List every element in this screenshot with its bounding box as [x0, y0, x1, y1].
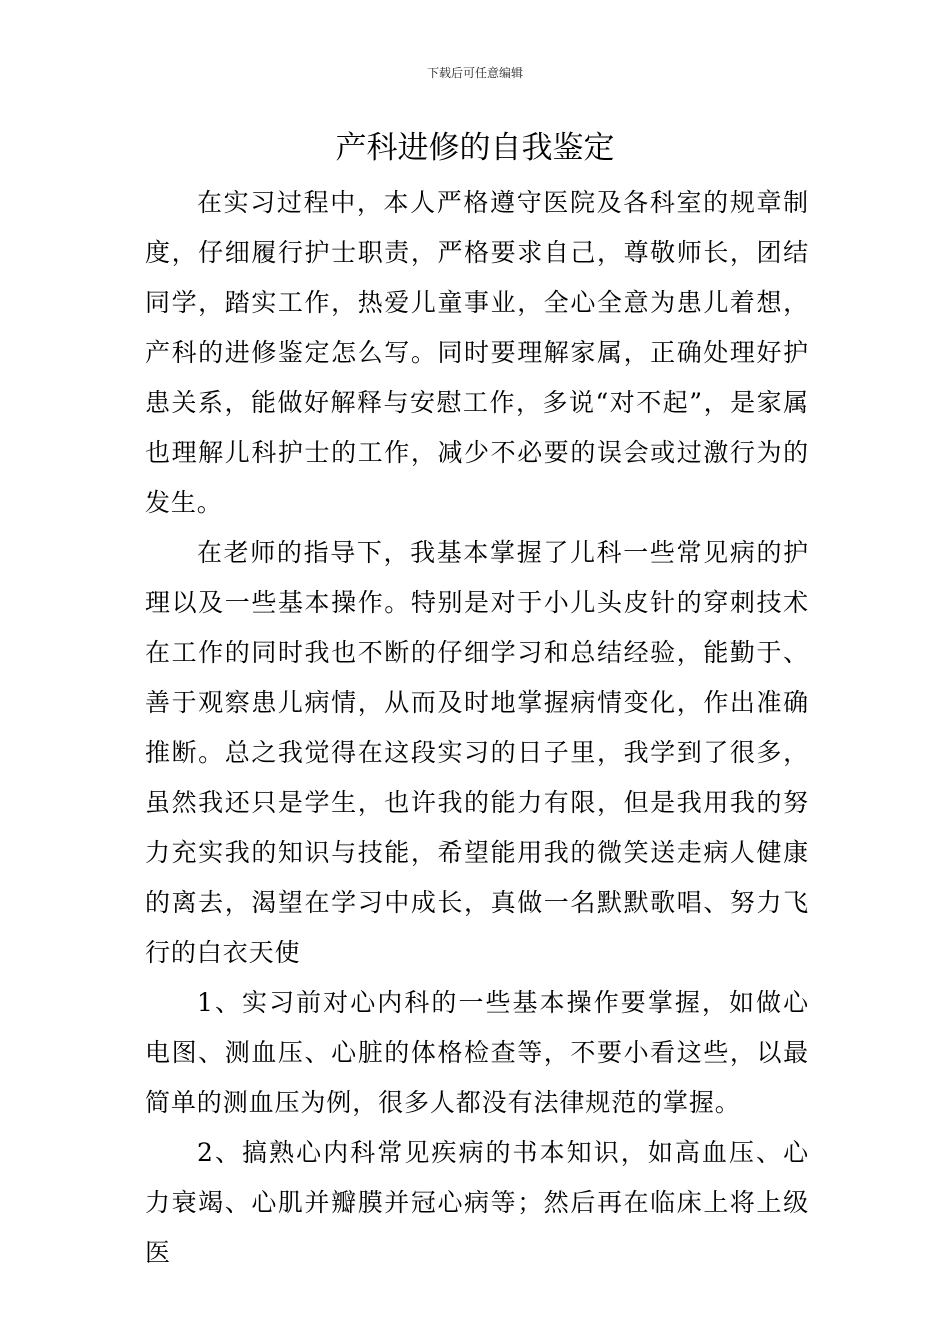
paragraph-1: 在实习过程中，本人严格遵守医院及各科室的规章制度，仔细履行护士职责，严格要求自己，尊敬师长，团结同学，踏实工作，热爱儿童事业，全心全意为患儿着想，产科的进修鉴定怎么写。同时要理解家属，正确处理好护患关系，能做好解释与安慰工作，多说“对不起”，是家属也理解儿科护士的工作，减少不必要的误会或过激行为的发生。	[145, 188, 809, 517]
paragraph-3: 1、实习前对心内科的一些基本操作要掌握，如做心电图、测血压、心脏的体格检查等，不要小看这些，以最简单的测血压为例，很多人都没有法律规范的掌握。	[145, 988, 809, 1117]
paragraph-2: 在老师的指导下，我基本掌握了儿科一些常见病的护理以及一些基本操作。特别是对于小儿头皮针的穿刺技术在工作的同时我也不断的仔细学习和总结经验，能勤于、善于观察患儿病情，从而及时地掌握病情变化，作出准确推断。总之我觉得在这段实习的日子里，我学到了很多，虽然我还只是学生，也许我的能力有限，但是我用我的努力充实我的知识与技能，希望能用我的微笑送走病人健康的离去，渴望在学习中成长，真做一名默默歌唱、努力飞行的白衣天使	[145, 538, 809, 967]
document-body	[145, 178, 809, 1278]
document-title: 产科进修的自我鉴定	[335, 130, 615, 166]
paragraph-4: 2、搞熟心内科常见疾病的书本知识，如高血压、心力衰竭、心肌并瓣膜并冠心病等；然后再在临床上将上级医	[145, 1138, 809, 1267]
header-note: 下载后可任意编辑	[426, 66, 523, 80]
